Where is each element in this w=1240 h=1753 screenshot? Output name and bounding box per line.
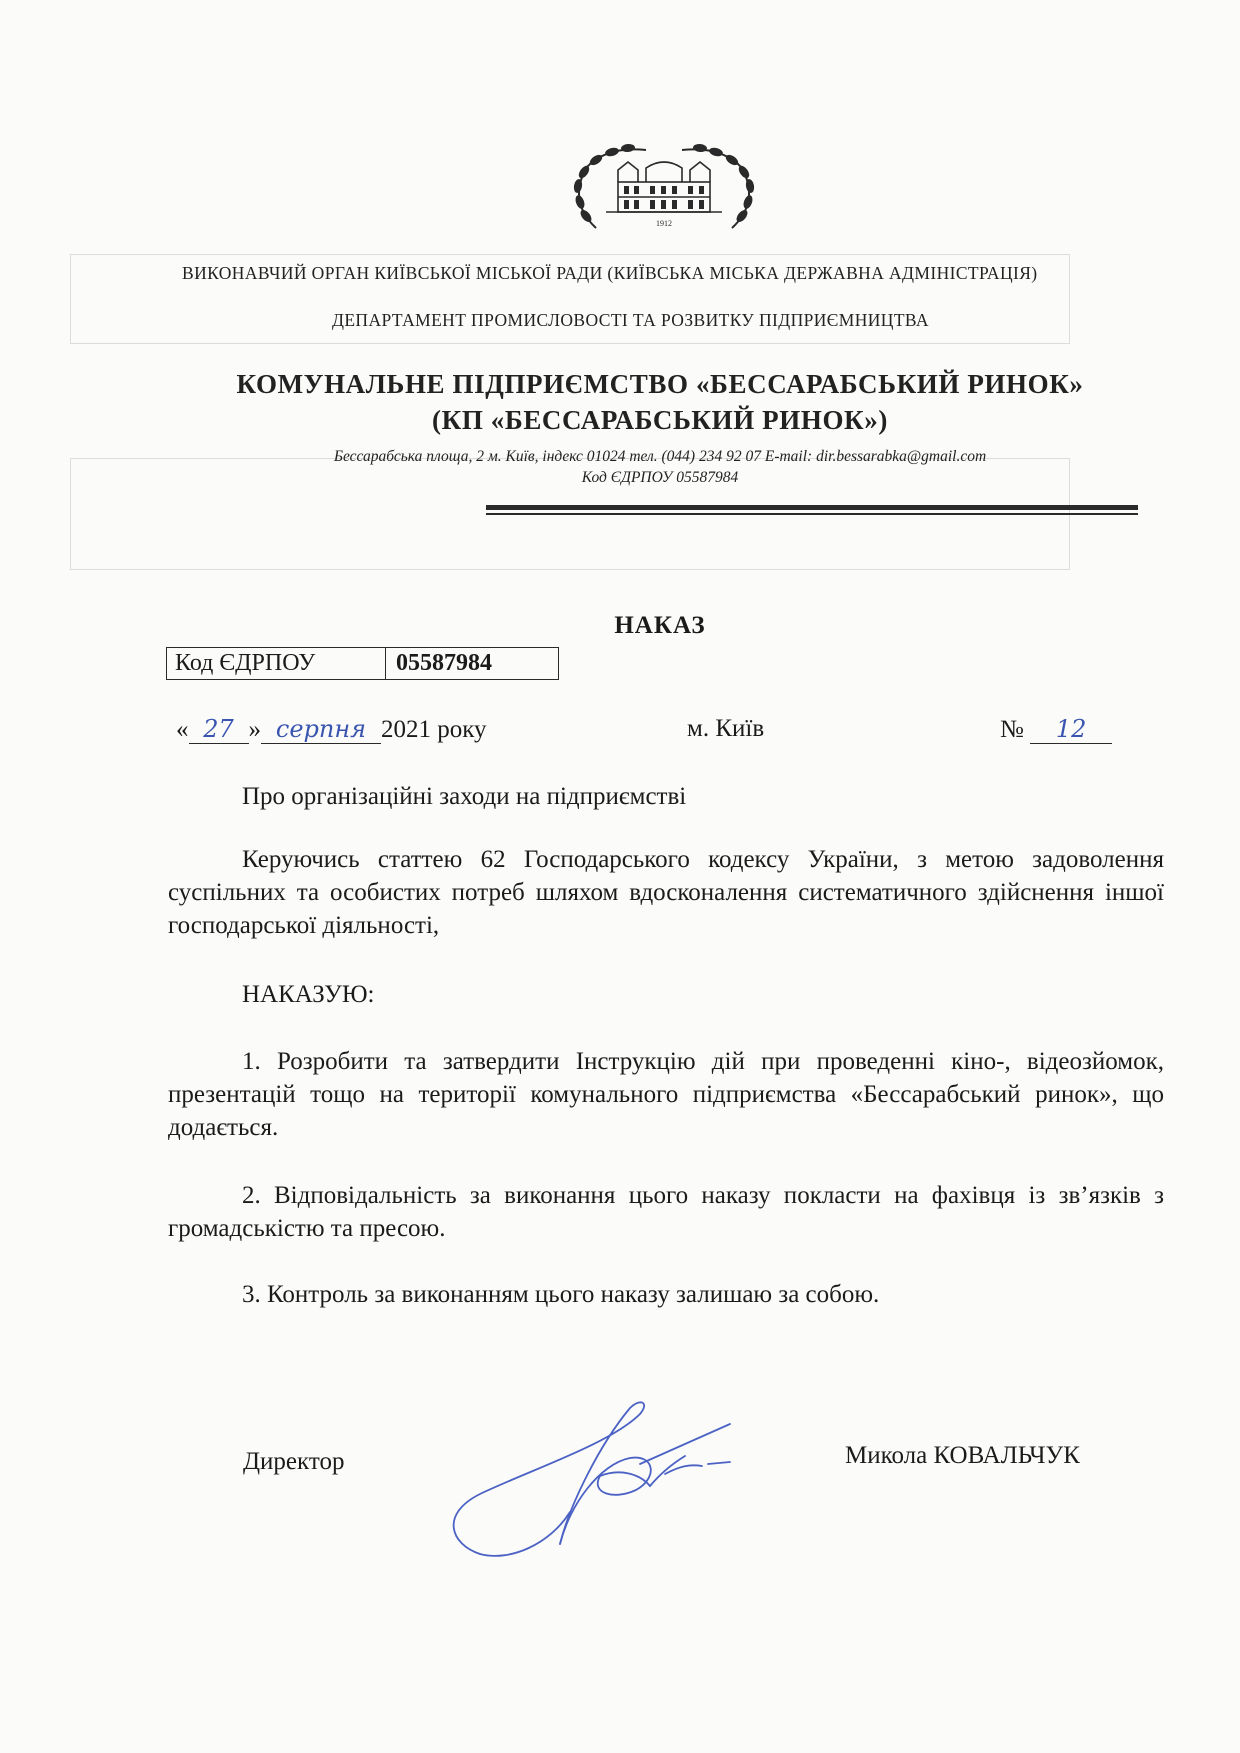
order-item-3: 3. Контроль за виконанням цього наказу залишаю за собою.	[242, 1281, 880, 1308]
address-line: Бессарабська площа, 2 м. Київ, індекс 01024 тел. (044) 234 92 07 E-mail: dir.bessarabka@gmail.com	[333, 448, 987, 465]
order-subject: Про організаційні заходи на підприємстві	[242, 783, 687, 810]
order-number	[1000, 715, 1112, 744]
logo-year: 1912	[656, 219, 672, 228]
order-item-1: 1. Розробити та затвердити Інструкцію дій при проведенні кіно-, відеозйомок, презентацій тощо на території комунального підприємства «Бессарабський ринок», що додається.	[168, 1048, 1164, 1141]
department-header: ДЕПАРТАМЕНТ ПРОМИСЛОВОСТІ ТА РОЗВИТКУ ПІДПРИЄМНИЦТВА	[332, 310, 929, 330]
organization-full-name: КОМУНАЛЬНЕ ПІДПРИЄМСТВО «БЕССАРАБСЬКИЙ РИНОК»	[236, 369, 1084, 399]
date-month-handwritten: серпня	[261, 715, 381, 744]
edrpou-label: Код ЄДРПОУ	[167, 648, 386, 679]
order-date	[176, 715, 487, 744]
number-value-handwritten: 12	[1030, 715, 1112, 744]
document-title: НАКАЗ	[614, 612, 706, 639]
header-divider-thin	[486, 513, 1138, 515]
order-item-2: 2. Відповідальність за виконання цього наказу покласти на фахівця із зв’язків з громадськістю та пресою.	[168, 1182, 1164, 1242]
signer-name: Микола КОВАЛЬЧУК	[845, 1442, 1080, 1469]
date-year: 2021 року	[381, 716, 487, 743]
signer-role: Директор	[243, 1448, 345, 1475]
number-label: №	[1000, 716, 1024, 743]
market-building-logo	[566, 142, 762, 242]
edrpou-value: 05587984	[396, 650, 492, 676]
address-code-line: Код ЄДРПОУ 05587984	[581, 469, 739, 486]
order-city: м. Київ	[687, 715, 765, 742]
organization-name	[180, 366, 1140, 438]
header-divider-thick	[486, 505, 1138, 510]
edrpou-box	[166, 647, 559, 680]
date-close-quote: »	[248, 716, 261, 743]
organization-short-name: (КП «БЕССАРАБСЬКИЙ РИНОК»)	[432, 405, 888, 435]
date-open-quote: «	[176, 716, 189, 743]
handwritten-signature	[440, 1394, 770, 1564]
organization-address	[200, 446, 1120, 488]
authority-header: ВИКОНАВЧИЙ ОРГАН КИЇВСЬКОЇ МІСЬКОЇ РАДИ (КИЇВСЬКА МІСЬКА ДЕРЖАВНА АДМІНІСТРАЦІЯ)	[182, 263, 1038, 283]
date-day-handwritten: 27	[189, 715, 249, 744]
order-directive: НАКАЗУЮ:	[242, 981, 375, 1008]
order-preamble: Керуючись статтею 62 Господарського кодексу України, з метою задоволення суспільних та особистих потреб шляхом вдосконалення систематичного здійснення іншої господарської діяльності,	[168, 846, 1164, 939]
